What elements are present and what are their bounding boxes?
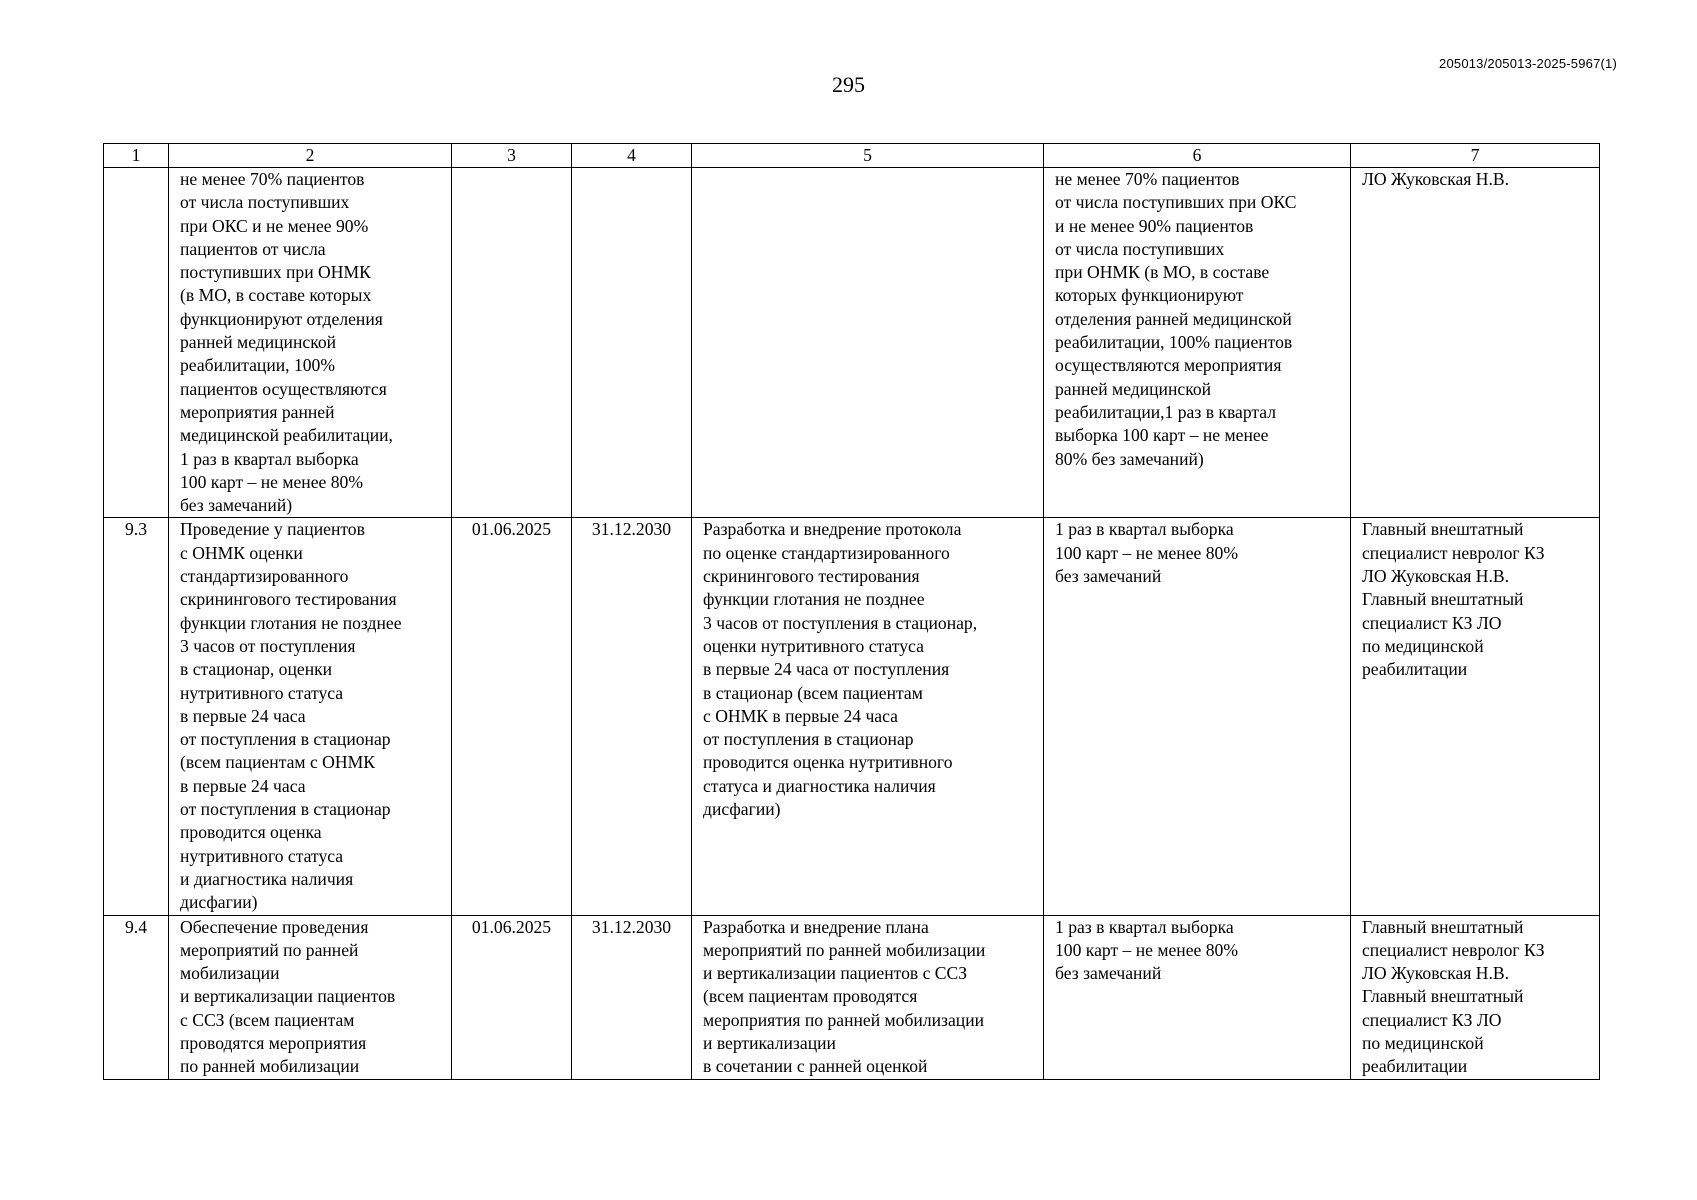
- plan-table: [103, 143, 1600, 1080]
- responsible-cell: Главный внештатный специалист невролог КЗ ЛО Жуковская Н.В. Главный внештатный специалист КЗ ЛО по медицинской реабилитации: [1351, 518, 1600, 915]
- column-header: 2: [169, 144, 452, 168]
- column-header: 5: [692, 144, 1044, 168]
- start-date-cell: 01.06.2025: [452, 518, 572, 915]
- column-header: 7: [1351, 144, 1600, 168]
- result-cell: Разработка и внедрение плана мероприятий по ранней мобилизации и вертикализации пациентов с ССЗ (всем пациентам проводятся мероприятия по ранней мобилизации и вертикализации в сочетании с ранней оценкой: [692, 915, 1044, 1079]
- result-cell: [692, 168, 1044, 518]
- indicator-cell: не менее 70% пациентов от числа поступивших при ОКС и не менее 90% пациентов от числа поступивших при ОНМК (в МО, в составе которых функционируют отделения ранней медицинской реабилитации, 100% пациентов осуществляются мероприятия ранней медицинской реабилитации,1 раз в квартал выборка 100 карт – не менее 80% без замечаний): [1044, 168, 1351, 518]
- table-row: [104, 168, 1600, 518]
- end-date-cell: 31.12.2030: [572, 915, 692, 1079]
- row-number: [104, 168, 169, 518]
- start-date-cell: [452, 168, 572, 518]
- column-header: 3: [452, 144, 572, 168]
- responsible-cell: Главный внештатный специалист невролог КЗ ЛО Жуковская Н.В. Главный внештатный специалист КЗ ЛО по медицинской реабилитации: [1351, 915, 1600, 1079]
- end-date-cell: 31.12.2030: [572, 518, 692, 915]
- column-header: 1: [104, 144, 169, 168]
- page-number: 295: [832, 72, 865, 97]
- row-number: 9.4: [104, 915, 169, 1079]
- activity-cell: Проведение у пациентов с ОНМК оценки стандартизированного скринингового тестирования функции глотания не позднее 3 часов от поступления в стационар, оценки нутритивного статуса в первые 24 часа от поступления в стационар (всем пациентам с ОНМК в первые 24 часа от поступления в стационар проводится оценка нутритивного статуса и диагностика наличия дисфагии): [169, 518, 452, 915]
- start-date-cell: 01.06.2025: [452, 915, 572, 1079]
- end-date-cell: [572, 168, 692, 518]
- document-id: 205013/205013-2025-5967(1): [1439, 56, 1617, 71]
- row-number: 9.3: [104, 518, 169, 915]
- indicator-cell: 1 раз в квартал выборка 100 карт – не менее 80% без замечаний: [1044, 915, 1351, 1079]
- activity-cell: Обеспечение проведения мероприятий по ранней мобилизации и вертикализации пациентов с ССЗ (всем пациентам проводятся мероприятия по ранней мобилизации: [169, 915, 452, 1079]
- indicator-cell: 1 раз в квартал выборка 100 карт – не менее 80% без замечаний: [1044, 518, 1351, 915]
- table-row: [104, 518, 1600, 915]
- activity-cell: не менее 70% пациентов от числа поступивших при ОКС и не менее 90% пациентов от числа поступивших при ОНМК (в МО, в составе которых функционируют отделения ранней медицинской реабилитации, 100% пациентов осуществляются мероприятия ранней медицинской реабилитации, 1 раз в квартал выборка 100 карт – не менее 80% без замечаний): [169, 168, 452, 518]
- table-row: [104, 915, 1600, 1079]
- result-cell: Разработка и внедрение протокола по оценке стандартизированного скринингового тестирования функции глотания не позднее 3 часов от поступления в стационар, оценки нутритивного статуса в первые 24 часа от поступления в стационар (всем пациентам с ОНМК в первые 24 часа от поступления в стационар проводится оценка нутритивного статуса и диагностика наличия дисфагии): [692, 518, 1044, 915]
- table-header-row: [104, 144, 1600, 168]
- column-header: 4: [572, 144, 692, 168]
- responsible-cell: ЛО Жуковская Н.В.: [1351, 168, 1600, 518]
- column-header: 6: [1044, 144, 1351, 168]
